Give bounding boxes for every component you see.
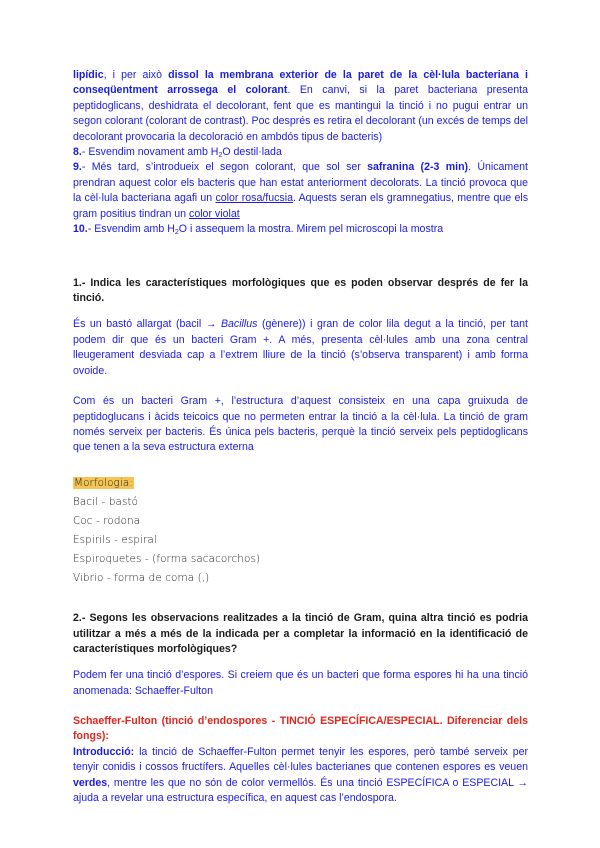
step-9-safranina: safranina (2-3 min): [367, 161, 469, 174]
step-10-number: 10.: [73, 223, 88, 236]
intro-text-2: . En canvi, si la paret bacteriana presenta peptidoglicans, deshidrata el decolorant, fent que es mantingui la tinció i no pugui entrar un segon colorant (colorant de contrast). Poc després es retira el decolorant (un excés de temps del decolorant provocaria la decoloració en ambdós tipus de bacteris): [73, 84, 528, 143]
answer-1-paragraph-1: [73, 317, 528, 379]
intro-bold-1: lipídic: [73, 69, 104, 81]
intro-text-1: , i per això: [103, 69, 169, 81]
question-2: 2.- Segons les observacions realitzades a la tinció de Gram, quina altra tinció es podria utilitzar a més a més de la indicada per a completar la informació en la identificació de característiques morfològiques?: [73, 612, 528, 656]
schaeffer-fulton-title: Schaeffer-Fulton (tinció d’endospores - TINCIÓ ESPECÍFICA/ESPECIAL. Diferenciar dels fongs):: [73, 714, 528, 743]
step-8-subscript: 2: [218, 152, 223, 160]
intro-bold-2: dissol la membrana exterior de la paret de la cèl·lula bacteriana i conseqüentment arrossega el colorant: [73, 69, 528, 97]
morphology-title: [73, 474, 528, 493]
step-10-subscript: 2: [174, 229, 179, 237]
morphology-item: Vibrio - forma de coma (,): [73, 571, 210, 584]
morphology-item: Espirils - espiral: [73, 533, 157, 546]
sf-text-a: la tinció de Schaeffer-Fulton permet tenyir les espores, però també serveix per tenyir conidis i cossos fructífers. Aquelles cèl·lules bacterianes que contenen espores es veuen: [73, 745, 528, 774]
step-9-color-violat: color violat: [189, 207, 240, 220]
morphology-list: [73, 474, 528, 588]
document-page: [73, 68, 528, 806]
step-8-text-a: - Esvendim novament amb H: [81, 146, 219, 159]
step-9: [73, 160, 528, 222]
intro-paragraph: [73, 68, 528, 145]
step-10-text-b: O i assequem la mostra. Mirem pel microscopi la mostra: [178, 223, 444, 236]
answer-1-bacillus: Bacillus: [220, 318, 258, 331]
schaeffer-fulton-intro: [73, 745, 528, 807]
step-9-color-rosa: color rosa/fucsia: [215, 192, 293, 205]
sf-verdes: verdes: [73, 776, 108, 789]
step-8-text-b: O destil·lada: [222, 146, 282, 159]
answer-2: Podem fer una tinció d’espores. Si creiem que és un bacteri que forma espores hi ha una tinció anomenada: Schaeffer-Fulton: [73, 669, 528, 697]
answer-1-text-b: (gènere)) i gran de color lila degut a la tinció, per tant podem dir que és un bacteri Gram +. A més, presenta cèl·lules amb una zona central lleugerament desviada cap a l’extrem lliure de la tinció (s’observa transparent) i amb forma ovoide.: [73, 318, 528, 377]
step-8: [73, 145, 528, 160]
answer-1-text-a: És un bastó allargat (bacil →: [73, 318, 221, 331]
morphology-title-highlight: Morfologia:: [74, 476, 133, 489]
morphology-item: Espiroquetes - (forma sacacorchos): [73, 552, 261, 565]
step-10: [73, 222, 528, 237]
step-8-number: 8.: [73, 146, 82, 159]
step-10-text-a: - Esvendim amb H: [87, 223, 175, 236]
answer-1-paragraph-2: Com és un bacteri Gram +, l’estructura d’aquest consisteix en una capa gruixuda de peptidoglucans i àcids teicoics que no permeten entrar la tinció a la cèl·lula. La tinció de gram només serveix per bacteris. És única pels bacteris, perquè la tinció serveix pels peptidoglicans que tenen a la seva estructura externa: [73, 395, 528, 454]
step-9-text-e: . Aquests seran els gramnegatius, mentre que els gram positius tindran un: [73, 192, 528, 220]
step-9-text-a: - Més tard, s’introdueix el segon colorant, que sol ser: [81, 161, 368, 174]
step-9-text-c: . Únicament prendran aquest color els bacteris que han estat anteriorment decolorats. La tinció provoca que la cèl·lula bacteriana agafi un: [73, 161, 528, 205]
morphology-item: Coc - rodona: [73, 514, 141, 527]
morphology-item: Bacil - bastó: [73, 495, 139, 508]
step-9-number: 9.: [73, 161, 82, 174]
intro-label: Introducció:: [73, 745, 135, 758]
question-1: 1.- Indica les característiques morfològiques que es poden observar després de fer la tinció.: [73, 277, 528, 305]
sf-text-c: , mentre les que no són de color vermellós. És una tinció ESPECÍFICA o ESPECIAL → ajuda a revelar una estructura específica, en aquest cas l’endospora.: [73, 776, 528, 804]
